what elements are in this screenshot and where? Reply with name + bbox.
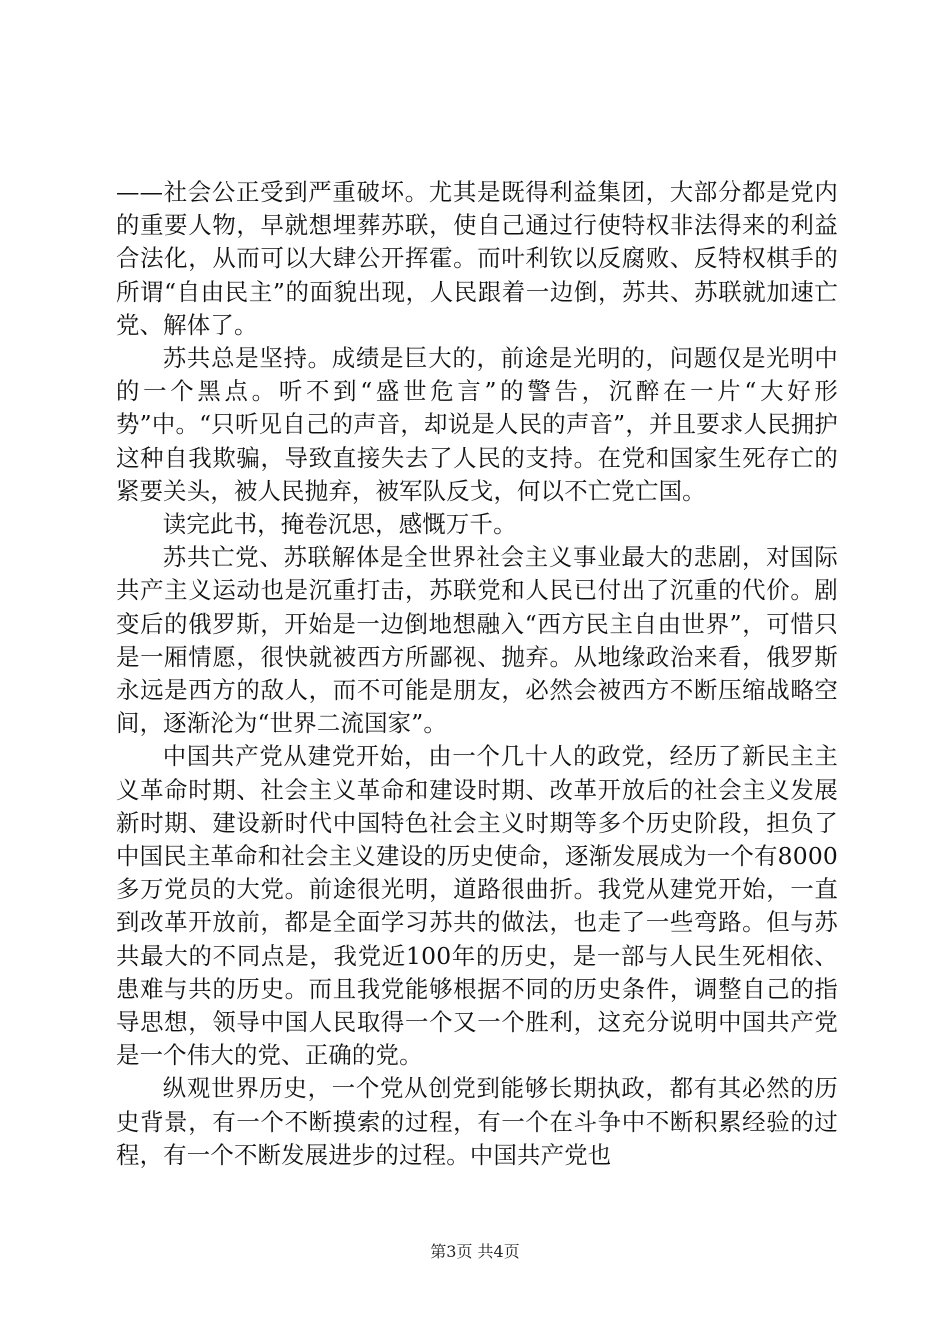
page-footer: 第3页 共4页: [430, 1242, 520, 1261]
document-body: [116, 176, 838, 1172]
paragraph-1: ——社会公正受到严重破坏。尤其是既得利益集团，大部分都是党内的重要人物，早就想埋葬苏联，使自己通过行使特权非法得来的利益合法化，从而可以大肆公开挥霍。而叶利钦以反腐败、反特权棋手的所谓“自由民主”的面貌出现，人民跟着一边倒，苏共、苏联就加速亡党、解体了。: [116, 178, 838, 339]
paragraph-4: 苏共亡党、苏联解体是全世界社会主义事业最大的悲剧，对国际共产主义运动也是沉重打击，苏联党和人民已付出了沉重的代价。剧变后的俄罗斯，开始是一边倒地想融入“西方民主自由世界”，可惜只是一厢情愿，很快就被西方所鄙视、抛弃。从地缘政治来看，俄罗斯永远是西方的敌人，而不可能是朋友，必然会被西方不断压缩战略空间，逐渐沦为“世界二流国家”。: [116, 543, 838, 738]
paragraph-3: 读完此书，掩卷沉思，感慨万千。: [162, 510, 517, 539]
paragraph-6: 纵观世界历史，一个党从创党到能够长期执政，都有其必然的历史背景，有一个不断摸索的过程，有一个在斗争中不断积累经验的过程，有一个不断发展进步的过程。中国共产党也: [116, 1074, 838, 1169]
paragraph-2: 苏共总是坚持。成绩是巨大的，前途是光明的，问题仅是光明中的一个黑点。听不到“盛世危言”的警告，沉醉在一片“大好形势”中。“只听见自己的声音，却说是人民的声音”，并且要求人民拥护这种自我欺骗，导致直接失去了人民的支持。在党和国家生死存亡的紧要关头，被人民抛弃，被军队反戈，何以不亡党亡国。: [116, 344, 838, 505]
paragraph-5: 中国共产党从建党开始，由一个几十人的政党，经历了新民主主义革命时期、社会主义革命和建设时期、改革开放后的社会主义发展新时期、建设新时代中国特色社会主义时期等多个历史阶段，担负了中国民主革命和社会主义建设的历史使命，逐渐发展成为一个有8000多万党员的大党。前途很光明，道路很曲折。我党从建党开始，一直到改革开放前，都是全面学习苏共的做法，也走了一些弯路。但与苏共最大的不同点是，我党近100年的历史，是一部与人民生死相依、患难与共的历史。而且我党能够根据不同的历史条件，调整自己的指导思想，领导中国人民取得一个又一个胜利，这充分说明中国共产党是一个伟大的党、正确的党。: [116, 742, 838, 1070]
